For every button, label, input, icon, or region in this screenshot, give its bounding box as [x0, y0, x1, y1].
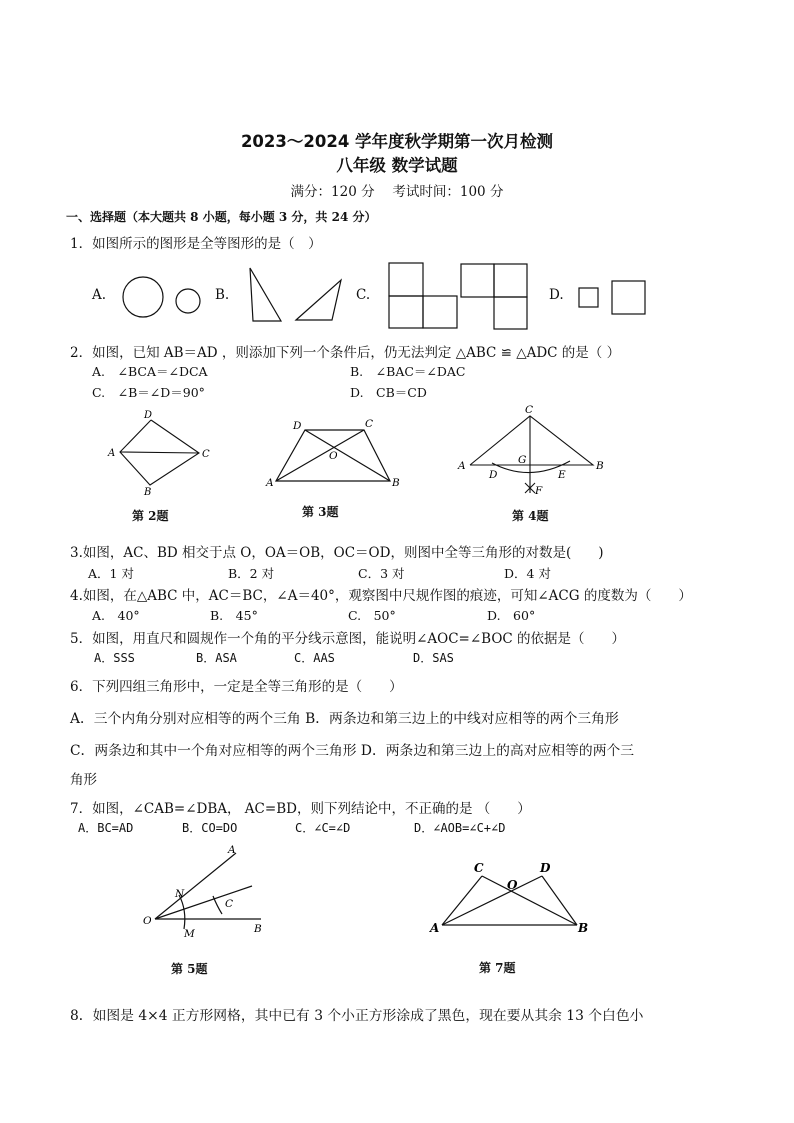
q2-option-a: A. ∠BCA＝∠DCA	[92, 364, 208, 379]
fig7-label-a: A	[430, 921, 440, 935]
question-2-stem: 2．如图，已知 AB＝AD ，则添加下列一个条件后，仍无法判定 △ABC ≌ △ADC 的是（ ）	[70, 345, 621, 361]
q3-option-d: D．4 对	[504, 566, 551, 581]
figure-2-caption: 第 2题	[132, 509, 169, 523]
fig5-label-n: N	[175, 888, 185, 900]
q7-option-d: D．∠AOB=∠C+∠D	[414, 821, 506, 835]
q3-option-c: C．3 对	[358, 566, 405, 581]
fig3-label-a: A	[266, 477, 274, 489]
q6-options-line-2: C．两条边和其中一个角对应相等的两个三角形 D．两条边和第三边上的高对应相等的两个三	[70, 743, 635, 759]
fig4-label-e: E	[558, 469, 566, 481]
exam-subtitle: 八年级 数学试题	[336, 156, 458, 175]
fig7-label-c: C	[474, 861, 484, 875]
fig4-label-b: B	[596, 460, 604, 472]
question-6-stem: 6．下列四组三角形中，一定是全等三角形的是（ ）	[70, 679, 403, 695]
fig4-label-g: G	[518, 454, 527, 466]
fig2-label-b: B	[144, 487, 152, 498]
q7-option-b: B．CO=DO	[182, 821, 238, 835]
fig4-label-a: A	[458, 460, 466, 472]
question-7-stem: 7．如图，∠CAB=∠DBA， AC=BD，则下列结论中，不正确的是 （ ）	[70, 801, 531, 817]
figure-5-caption: 第 5题	[171, 962, 208, 976]
q4-option-a: A. 40°	[92, 608, 140, 623]
fig3-label-o: O	[329, 450, 338, 462]
q3-option-b: B．2 对	[228, 566, 275, 581]
figure-3-caption: 第 3题	[302, 505, 339, 519]
fig2-label-d: D	[144, 410, 153, 421]
q1-option-b-label: B.	[215, 287, 230, 303]
fig4-label-f: F	[535, 485, 543, 497]
fig4-label-d: D	[489, 469, 498, 481]
q5-option-c: C．AAS	[294, 651, 335, 665]
q4-option-c: C. 50°	[348, 608, 396, 623]
fig5-label-c: C	[225, 898, 234, 910]
fig3-label-b: B	[392, 477, 400, 489]
question-4-stem: 4.如图，在△ABC 中，AC＝BC，∠A＝40°，观察图中尺规作图的痕迹，可知∠ACG 的度数为（ ）	[70, 588, 692, 604]
fig2-label-a: A	[108, 448, 116, 459]
question-3-stem: 3.如图，AC、BD 相交于点 O，OA＝OB，OC＝OD，则图中全等三角形的对数是( )	[70, 545, 604, 561]
q1-option-a-label: A.	[92, 287, 107, 303]
fig3-label-d: D	[293, 420, 302, 432]
q1-option-c-label: C.	[356, 287, 371, 303]
figure-4-caption: 第 4题	[512, 509, 549, 523]
fig7-label-d: D	[540, 861, 551, 875]
q6-options-line-1: A．三个内角分别对应相等的两个三角 B．两条边和第三边上的中线对应相等的两个三角形	[70, 711, 619, 727]
fig5-label-b: B	[254, 923, 262, 935]
figure-5-angle-bisector	[155, 853, 261, 929]
fig5-label-o: O	[143, 915, 152, 927]
q4-option-d: D. 60°	[487, 608, 536, 623]
fig3-label-c: C	[365, 418, 374, 430]
fig7-label-b: B	[578, 921, 589, 935]
q6-options-line-3: 角形	[70, 772, 97, 788]
q7-option-c: C．∠C=∠D	[295, 821, 351, 835]
question-1-stem: 1．如图所示的图形是全等图形的是（ ）	[70, 236, 322, 252]
exam-meta: 满分：120 分 考试时间：100 分	[290, 184, 504, 200]
question-8-stem: 8．如图是 4×4 正方形网格，其中已有 3 个小正方形涂成了黑色，现在要从其余 13 个白色小	[70, 1008, 644, 1024]
figure-7-caption: 第 7题	[479, 961, 516, 975]
q5-option-b: B．ASA	[196, 651, 237, 665]
q5-option-a: A．SSS	[94, 651, 135, 665]
fig2-label-c: C	[202, 449, 210, 460]
q5-option-d: D．SAS	[413, 651, 454, 665]
q4-option-b: B. 45°	[210, 608, 258, 623]
exam-title: 2023～2024 学年度秋学期第一次月检测	[240, 132, 554, 151]
q2-option-b: B. ∠BAC＝∠DAC	[350, 364, 466, 379]
fig5-label-m: M	[184, 928, 195, 940]
q7-option-a: A．BC=AD	[78, 821, 134, 835]
q1-option-d-label: D.	[549, 287, 564, 303]
fig7-label-o: O	[507, 878, 518, 892]
fig4-label-c: C	[525, 404, 534, 416]
q3-option-a: A．1 对	[88, 566, 134, 581]
section-heading: 一、选择题（本大题共 8 小题，每小题 3 分，共 24 分）	[66, 210, 377, 224]
q2-option-c: C. ∠B＝∠D＝90°	[92, 385, 205, 400]
question-5-stem: 5．如图，用直尺和圆规作一个角的平分线示意图，能说明∠AOC=∠BOC 的依据是（ ）	[70, 631, 626, 647]
fig5-label-a: A	[228, 844, 236, 856]
q2-option-d: D. CB＝CD	[350, 385, 427, 400]
